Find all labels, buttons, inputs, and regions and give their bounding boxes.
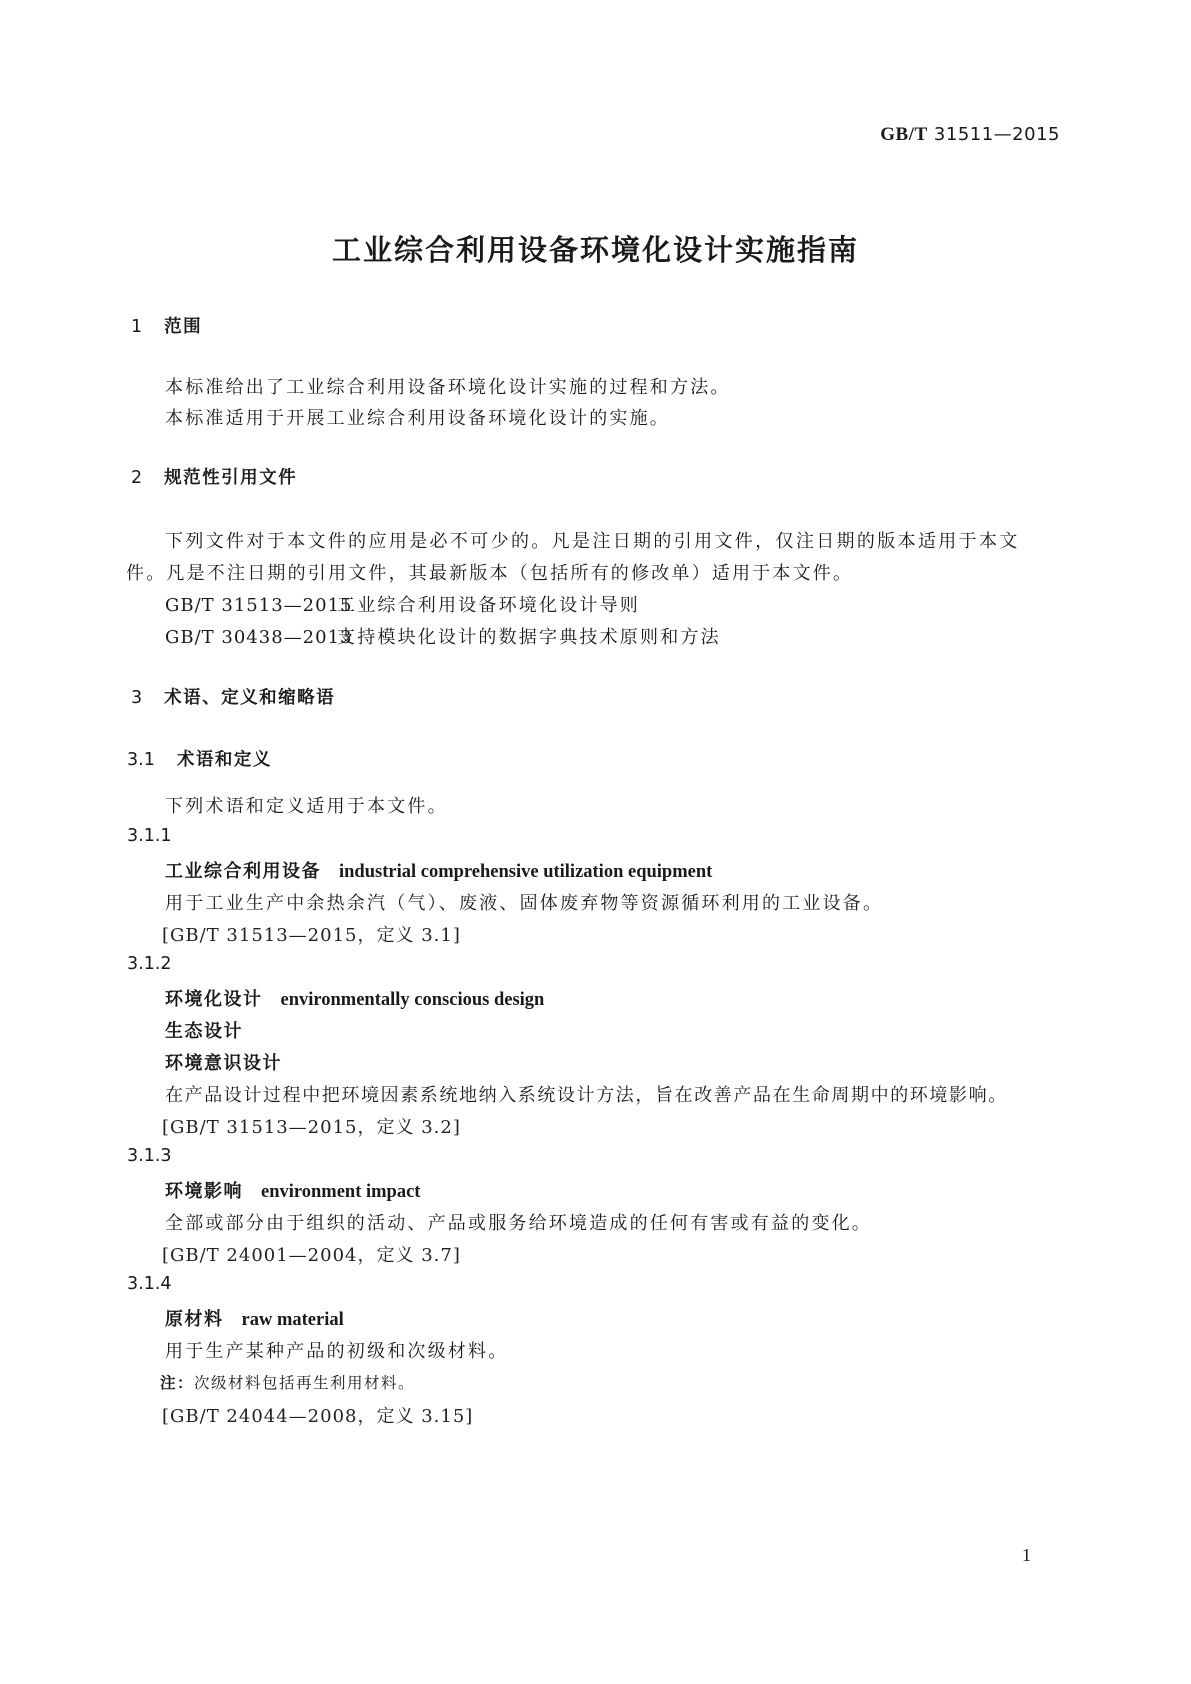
paragraph: 本标准适用于开展工业综合利用设备环境化设计的实施。 bbox=[165, 408, 670, 429]
term-number: 3.1.4 bbox=[127, 1274, 172, 1294]
section-2-heading bbox=[131, 464, 297, 489]
paragraph: 下列术语和定义适用于本文件。 bbox=[165, 796, 448, 817]
standard-number: 31511—2015 bbox=[933, 124, 1060, 145]
term-heading bbox=[165, 1177, 420, 1203]
term-number: 3.1.3 bbox=[127, 1146, 172, 1166]
term-definition: 用于生产某种产品的初级和次级材料。 bbox=[165, 1341, 509, 1362]
term-source: [GB/T 24001—2004，定义 3.7] bbox=[162, 1245, 461, 1266]
subsection-3-1-heading bbox=[127, 746, 272, 771]
section-title: 规范性引用文件 bbox=[164, 468, 298, 488]
subsection-title: 术语和定义 bbox=[176, 750, 272, 770]
term-zh: 工业综合利用设备 bbox=[165, 861, 321, 882]
term-zh: 原材料 bbox=[165, 1309, 224, 1330]
term-source: [GB/T 31513—2015，定义 3.1] bbox=[162, 925, 461, 946]
paragraph-line: 件。凡是不注日期的引用文件，其最新版本（包括所有的修改单）适用于本文件。 bbox=[126, 563, 854, 584]
term-definition: 用于工业生产中余热余汽（气）、废液、固体废弃物等资源循环利用的工业设备。 bbox=[165, 893, 884, 914]
subsection-number: 3.1 bbox=[127, 750, 155, 770]
normative-reference bbox=[165, 591, 640, 617]
note-text: 次级材料包括再生利用材料。 bbox=[194, 1374, 416, 1392]
standard-code bbox=[880, 124, 1060, 146]
term-source: [GB/T 24044—2008，定义 3.15] bbox=[162, 1406, 474, 1427]
term-heading bbox=[165, 985, 544, 1011]
term-zh: 环境影响 bbox=[165, 1181, 243, 1202]
standard-prefix: GB/T bbox=[880, 124, 928, 145]
section-number: 1 bbox=[131, 317, 143, 337]
note-label: 注： bbox=[160, 1374, 195, 1392]
term-number: 3.1.2 bbox=[127, 954, 172, 974]
paragraph-line: 下列文件对于本文件的应用是必不可少的。凡是注日期的引用文件，仅注日期的版本适用于本文 bbox=[165, 531, 1020, 552]
section-number: 2 bbox=[131, 468, 143, 488]
reference-code: GB/T 30438—2013 bbox=[165, 627, 353, 648]
term-en: industrial comprehensive utilization equipment bbox=[339, 862, 713, 882]
term-definition: 全部或部分由于组织的活动、产品或服务给环境造成的任何有害或有益的变化。 bbox=[165, 1213, 872, 1234]
reference-code: GB/T 31513—2015 bbox=[165, 595, 353, 616]
term-note bbox=[160, 1371, 415, 1393]
section-3-heading bbox=[131, 684, 335, 709]
term-en: environment impact bbox=[261, 1182, 421, 1202]
term-en: environmentally conscious design bbox=[280, 990, 545, 1010]
term-number: 3.1.1 bbox=[127, 826, 172, 846]
section-title: 范围 bbox=[164, 317, 203, 337]
term-synonym: 环境意识设计 bbox=[165, 1053, 282, 1074]
term-zh: 环境化设计 bbox=[165, 989, 263, 1010]
normative-reference bbox=[165, 623, 721, 649]
paragraph: 本标准给出了工业综合利用设备环境化设计实施的过程和方法。 bbox=[165, 377, 731, 398]
term-source: [GB/T 31513—2015，定义 3.2] bbox=[162, 1117, 461, 1138]
section-number: 3 bbox=[131, 688, 143, 708]
reference-title: 支持模块化设计的数据字典技术原则和方法 bbox=[337, 627, 721, 648]
section-title: 术语、定义和缩略语 bbox=[164, 688, 336, 708]
term-en: raw material bbox=[241, 1310, 344, 1330]
term-heading bbox=[165, 857, 712, 883]
document-title: 工业综合利用设备环境化设计实施指南 bbox=[331, 233, 859, 267]
term-heading bbox=[165, 1305, 344, 1331]
page-number: 1 bbox=[1022, 1545, 1031, 1565]
term-definition: 在产品设计过程中把环境因素系统地纳入系统设计方法，旨在改善产品在生命周期中的环境影响。 bbox=[165, 1085, 1008, 1106]
term-synonym: 生态设计 bbox=[165, 1021, 243, 1042]
section-1-heading bbox=[131, 313, 202, 338]
reference-title: 工业综合利用设备环境化设计导则 bbox=[337, 595, 640, 616]
